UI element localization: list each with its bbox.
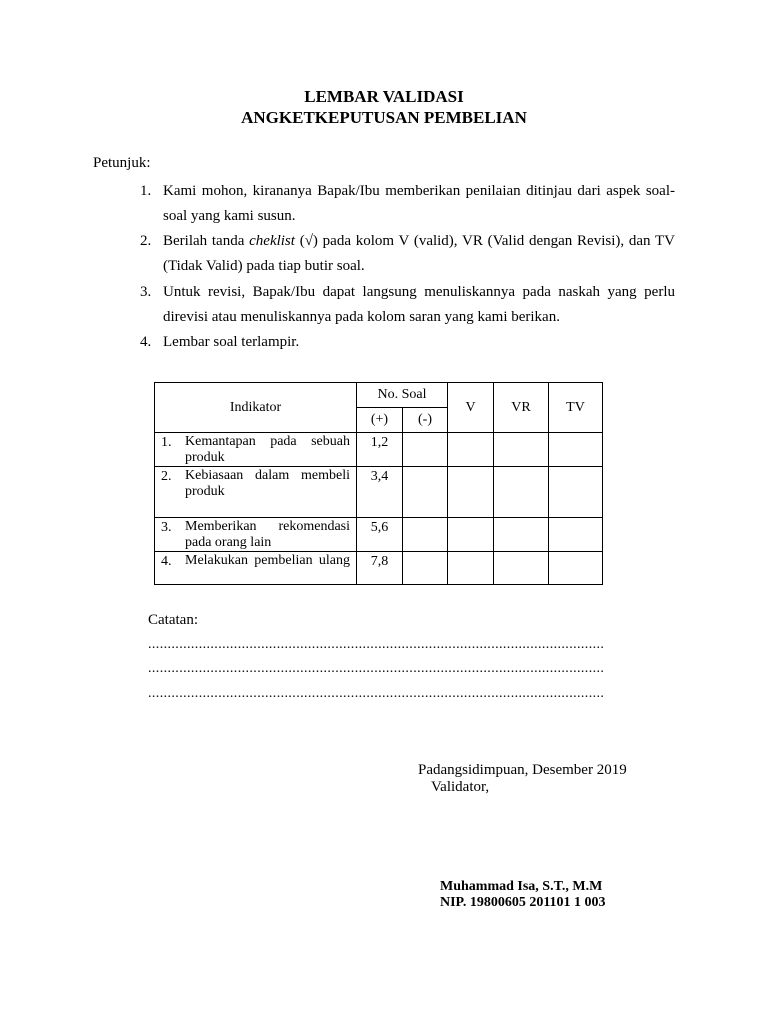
tv-cell <box>549 433 603 467</box>
v-cell <box>448 433 494 467</box>
document-title-line1: LEMBAR VALIDASI <box>304 87 464 106</box>
v-cell <box>448 518 494 552</box>
soal-minus-cell <box>403 518 448 552</box>
vr-cell <box>494 552 549 585</box>
vr-cell <box>494 518 549 552</box>
instruction-text-post: (√) pada kolom V (valid), VR (Valid dengan Revisi), dan TV (Tidak Valid) pada tiap butir soal. <box>163 233 675 274</box>
table-row <box>155 552 603 585</box>
indikator-number: 3. <box>161 520 172 535</box>
instruction-number: 1. <box>140 183 152 199</box>
table-row <box>155 467 603 518</box>
validator-nip: NIP. 19800605 201101 1 003 <box>440 895 606 910</box>
document-title-line2: ANGKETKEPUTUSAN PEMBELIAN <box>241 108 527 127</box>
indikator-number: 4. <box>161 554 172 569</box>
validator-name: Muhammad Isa, S.T., M.M <box>440 879 603 894</box>
soal-minus-cell <box>403 552 448 585</box>
indikator-cell <box>155 433 357 467</box>
header-v: V <box>448 383 494 433</box>
header-no-soal: No. Soal <box>357 383 448 408</box>
instruction-text: Lembar soal terlampir. <box>163 334 300 350</box>
indikator-text: Kebiasaan dalam membeli produk <box>185 468 350 499</box>
indikator-text: Kemantapan pada sebuah produk <box>185 434 350 465</box>
v-cell <box>448 467 494 518</box>
indikator-number: 1. <box>161 435 172 450</box>
header-minus: (-) <box>403 408 448 433</box>
soal-plus-cell: 1,2 <box>357 433 403 467</box>
instruction-text: Kami mohon, kirananya Bapak/Ibu memberikan penilaian ditinjau dari aspek soal-soal yang kami susun. <box>163 183 675 224</box>
v-cell <box>448 552 494 585</box>
instruction-text-emphasis: cheklist <box>249 233 295 249</box>
instruction-number: 4. <box>140 334 152 350</box>
instruction-item <box>140 229 675 279</box>
vr-cell <box>494 467 549 518</box>
soal-plus-cell: 3,4 <box>357 467 403 518</box>
indikator-text: Melakukan pembelian ulang <box>185 553 350 568</box>
header-plus: (+) <box>357 408 403 433</box>
indikator-number: 2. <box>161 469 172 484</box>
validator-role: Validator, <box>431 779 490 795</box>
instruction-text <box>163 229 675 279</box>
indikator-cell <box>155 467 357 518</box>
validation-table <box>154 382 603 585</box>
tv-cell <box>549 518 603 552</box>
soal-minus-cell <box>403 433 448 467</box>
notes-line: ..................................................................................................................... <box>148 686 605 701</box>
header-tv: TV <box>549 383 603 433</box>
instruction-item <box>140 280 675 330</box>
instruction-number: 2. <box>140 233 152 249</box>
notes-label: Catatan: <box>148 612 198 628</box>
vr-cell <box>494 433 549 467</box>
tv-cell <box>549 467 603 518</box>
indikator-cell <box>155 518 357 552</box>
header-vr: VR <box>494 383 549 433</box>
instructions-label: Petunjuk: <box>93 155 151 171</box>
table-row <box>155 433 603 467</box>
indikator-text: Memberikan rekomendasi pada orang lain <box>185 519 350 550</box>
header-indikator: Indikator <box>155 383 357 433</box>
instruction-item <box>140 330 675 355</box>
tv-cell <box>549 552 603 585</box>
instruction-number: 3. <box>140 284 152 300</box>
indikator-cell <box>155 552 357 585</box>
instruction-text-pre: Berilah tanda <box>163 233 250 249</box>
notes-line: ..................................................................................................................... <box>148 637 605 652</box>
soal-plus-cell: 7,8 <box>357 552 403 585</box>
place-date: Padangsidimpuan, Desember 2019 <box>418 762 627 778</box>
soal-plus-cell: 5,6 <box>357 518 403 552</box>
notes-line: ..................................................................................................................... <box>148 661 605 676</box>
instruction-item <box>140 179 675 229</box>
soal-minus-cell <box>403 467 448 518</box>
instruction-text: Untuk revisi, Bapak/Ibu dapat langsung menuliskannya pada naskah yang perlu direvisi atau menuliskannya pada kolom saran yang kami berikan. <box>163 284 675 325</box>
table-row <box>155 518 603 552</box>
